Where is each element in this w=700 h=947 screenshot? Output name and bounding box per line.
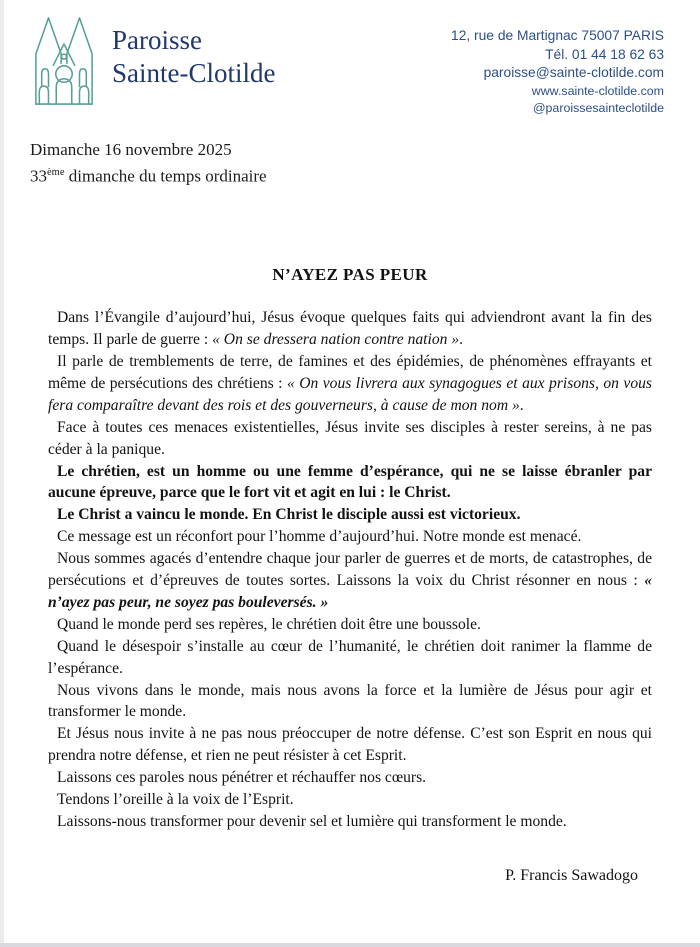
church-facade-icon <box>30 14 98 106</box>
text-run: « On se dressera nation contre nation » <box>212 331 460 349</box>
liturgical-day-number: 33 <box>30 166 47 186</box>
text-run: « On vous livrera aux synagogues et aux prisons, on vous fera comparaître devant des rois et des gouverneurs, à cause de mon nom » <box>48 374 652 414</box>
text-run: . <box>519 396 524 414</box>
liturgical-day-text: dimanche du temps ordinaire <box>64 166 267 186</box>
text-run: Quand le désespoir s’installe au cœur de l’humanité, le chrétien doit ranimer la flamme de l’espérance. <box>48 637 652 677</box>
text-run: . <box>459 331 464 349</box>
scan-edge-left <box>0 0 4 947</box>
contact-social: @paroissesainteclotilde <box>532 101 664 115</box>
paragraph <box>48 636 652 680</box>
signature: P. Francis Sawadogo <box>505 866 638 884</box>
paragraph <box>48 548 652 614</box>
text-run: Le Christ a vaincu le monde. En Christ le disciple aussi est victorieux. <box>57 506 521 524</box>
contact-address: 12, rue de Martignac 75007 PARIS <box>451 28 664 43</box>
document-body <box>48 307 652 833</box>
text-run: Quand le monde perd ses repères, le chrétien doit être une boussole. <box>57 615 481 633</box>
text-run: Tendons l’oreille à la voix de l’Esprit. <box>57 791 294 809</box>
scan-edge-bottom <box>0 943 700 947</box>
text-run: Le chrétien, est un homme ou une femme d’espérance, qui ne se laisse ébranler par aucune épreuve, parce que le fort vit et agit en lui : le Christ. <box>48 462 652 502</box>
text-run: Face à toutes ces menaces existentielles, Jésus invite ses disciples à rester sereins, à ne pas céder à la panique. <box>48 418 652 458</box>
text-run: Il parle de tremblements de terre, de famines et des épidémies, de phénomènes effrayants et même de persécutions des chrétiens : <box>48 352 652 392</box>
org-name-line2: Sainte-Clotilde <box>112 58 276 88</box>
paragraph <box>48 461 652 505</box>
org-name <box>112 24 275 90</box>
text-run: Nous sommes agacés d’entendre chaque jour parler de guerres et de morts, de catastrophes, de persécutions et d’épreuves de toutes sortes. Laissons la voix du Christ résonner en nous : <box>48 550 652 590</box>
dateline <box>30 138 700 188</box>
contact-block <box>451 27 664 118</box>
text-run: Ce message est un réconfort pour l’homme d’aujourd’hui. Notre monde est menacé. <box>57 528 582 546</box>
contact-phone: Tél. 01 44 18 62 63 <box>545 46 664 62</box>
contact-email: paroisse@sainte-clotilde.com <box>483 65 664 80</box>
paragraph <box>48 789 652 811</box>
paragraph <box>48 680 652 724</box>
date-line: Dimanche 16 novembre 2025 <box>30 139 232 159</box>
text-run: « n’ayez pas peur, ne soyez pas bouleversés. » <box>48 572 652 611</box>
paragraph <box>48 417 652 461</box>
contact-website: www.sainte-clotilde.com <box>531 83 664 98</box>
paragraph <box>48 767 652 789</box>
paragraph <box>48 614 652 636</box>
paragraph <box>48 307 652 351</box>
paragraph <box>48 811 652 833</box>
text-run: Nous vivons dans le monde, mais nous avons la force et la lumière de Jésus pour agir et transformer le monde. <box>48 681 652 721</box>
paragraph <box>48 351 652 417</box>
org-name-line1: Paroisse <box>112 25 202 55</box>
text-run: Laissons ces paroles nous pénétrer et réchauffer nos cœurs. <box>57 769 427 787</box>
text-run: Dans l’Évangile d’aujourd’hui, Jésus évoque quelques faits qui adviendront avant la fin des temps. Il parle de guerre : <box>48 309 652 349</box>
homily-title: N’AYEZ PAS PEUR <box>272 265 428 285</box>
liturgical-day-ordinal-suffix: ème <box>47 166 65 178</box>
text-run: Laissons-nous transformer pour devenir sel et lumière qui transforment le monde. <box>57 813 567 830</box>
liturgical-day-line <box>30 161 700 188</box>
paragraph <box>48 504 652 526</box>
letterhead <box>0 0 700 118</box>
text-run: Et Jésus nous invite à ne pas nous préoccuper de notre défense. C’est son Esprit en nous qui prendra notre défense, et rien ne peut résister à cet Esprit. <box>48 725 652 765</box>
paragraph <box>48 723 652 767</box>
paragraph <box>48 526 652 548</box>
